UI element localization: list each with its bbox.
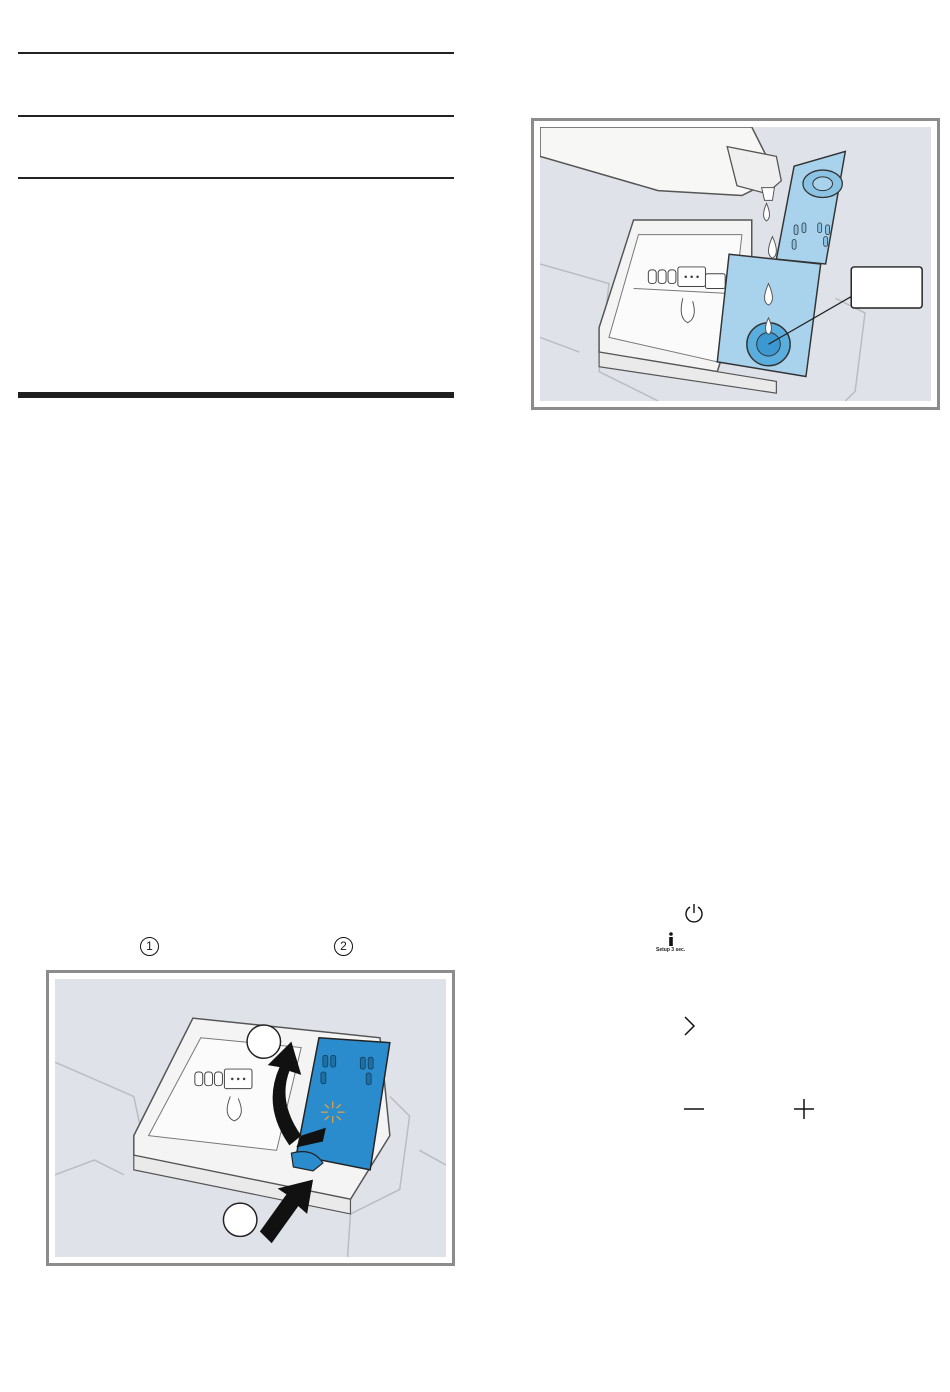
step-marker-1: 1 — [140, 937, 159, 956]
info-setup-label: Setup 3 sec. — [656, 947, 686, 953]
step-marker-2: 2 — [334, 937, 353, 956]
section-divider — [18, 392, 454, 398]
info-icon[interactable] — [667, 932, 675, 946]
chevron-right-icon[interactable] — [682, 1015, 696, 1037]
dispenser-lid-open-illustration — [46, 970, 455, 1266]
table-bottom-rule — [18, 177, 454, 179]
table-middle-rule — [18, 115, 454, 117]
plus-icon[interactable] — [792, 1097, 816, 1121]
table-top-rule — [18, 52, 454, 54]
power-icon[interactable] — [683, 902, 705, 924]
rinse-aid-fill-illustration — [531, 118, 940, 410]
minus-icon[interactable] — [682, 1097, 706, 1121]
